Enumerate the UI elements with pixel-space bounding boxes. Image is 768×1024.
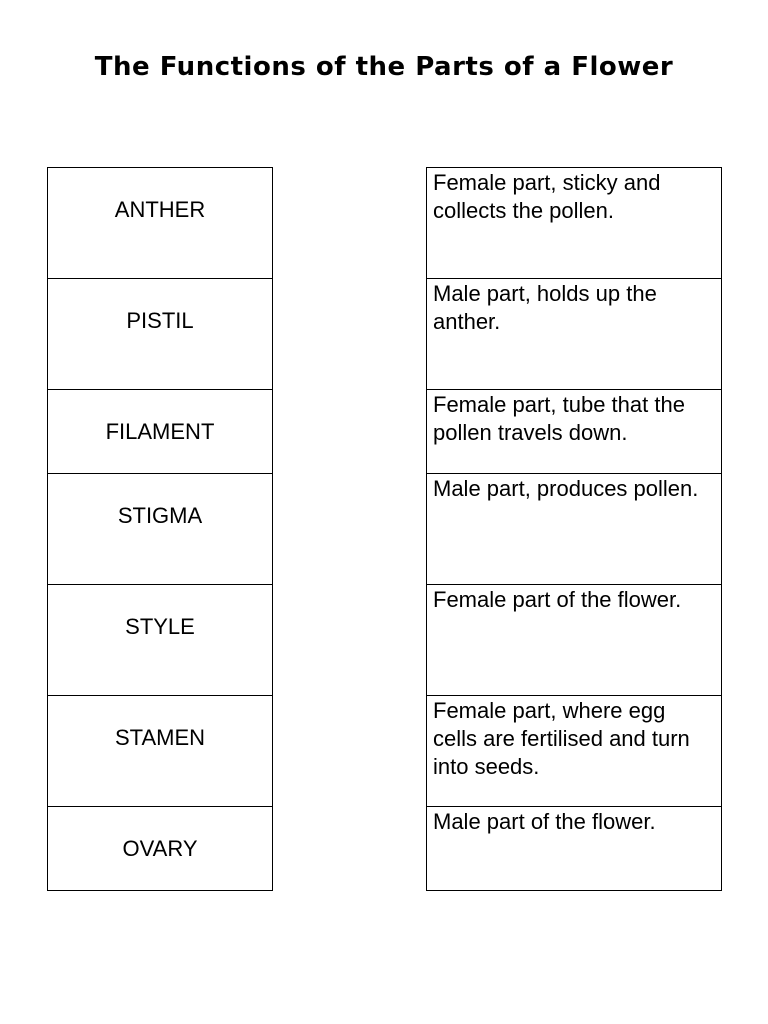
functions-table xyxy=(426,167,722,891)
definition-cell xyxy=(427,696,722,807)
term-row xyxy=(48,696,273,807)
definition-row xyxy=(427,585,722,696)
definition-row xyxy=(427,807,722,891)
definition-row xyxy=(427,474,722,585)
term-cell xyxy=(48,168,273,279)
term-label: STIGMA xyxy=(117,503,203,528)
term-row xyxy=(48,168,273,279)
term-label: ANTHER xyxy=(114,197,206,222)
definition-row xyxy=(427,279,722,390)
definition-cell xyxy=(427,279,722,390)
term-cell xyxy=(48,390,273,474)
term-label: STAMEN xyxy=(114,725,206,750)
term-row xyxy=(48,807,273,891)
definition-text: Female part of the flower. xyxy=(433,587,682,612)
definition-row xyxy=(427,696,722,807)
term-label: PISTIL xyxy=(126,308,194,333)
definition-text: Male part, holds up the anther. xyxy=(433,281,657,334)
flower-parts-table xyxy=(47,167,273,891)
definition-text: Female part, sticky and collects the pollen. xyxy=(433,170,661,223)
term-cell xyxy=(48,696,273,807)
term-row xyxy=(48,474,273,585)
definition-row xyxy=(427,390,722,474)
definition-cell xyxy=(427,168,722,279)
definition-cell xyxy=(427,474,722,585)
term-row xyxy=(48,585,273,696)
term-cell xyxy=(48,807,273,891)
term-cell xyxy=(48,279,273,390)
definition-cell xyxy=(427,585,722,696)
term-row xyxy=(48,390,273,474)
term-label: OVARY xyxy=(122,836,198,861)
term-label: FILAMENT xyxy=(105,419,215,444)
definition-text: Male part of the flower. xyxy=(433,809,656,834)
term-cell xyxy=(48,585,273,696)
definition-text: Female part, where egg cells are fertilised and turn into seeds. xyxy=(433,698,690,779)
definition-text: Male part, produces pollen. xyxy=(433,476,699,501)
term-row xyxy=(48,279,273,390)
definition-text: Female part, tube that the pollen travels down. xyxy=(433,392,685,445)
term-label: STYLE xyxy=(125,614,195,639)
definition-row xyxy=(427,168,722,279)
definition-cell xyxy=(427,807,722,891)
definition-cell xyxy=(427,390,722,474)
worksheet-title: The Functions of the Parts of a Flower xyxy=(94,52,674,82)
term-cell xyxy=(48,474,273,585)
